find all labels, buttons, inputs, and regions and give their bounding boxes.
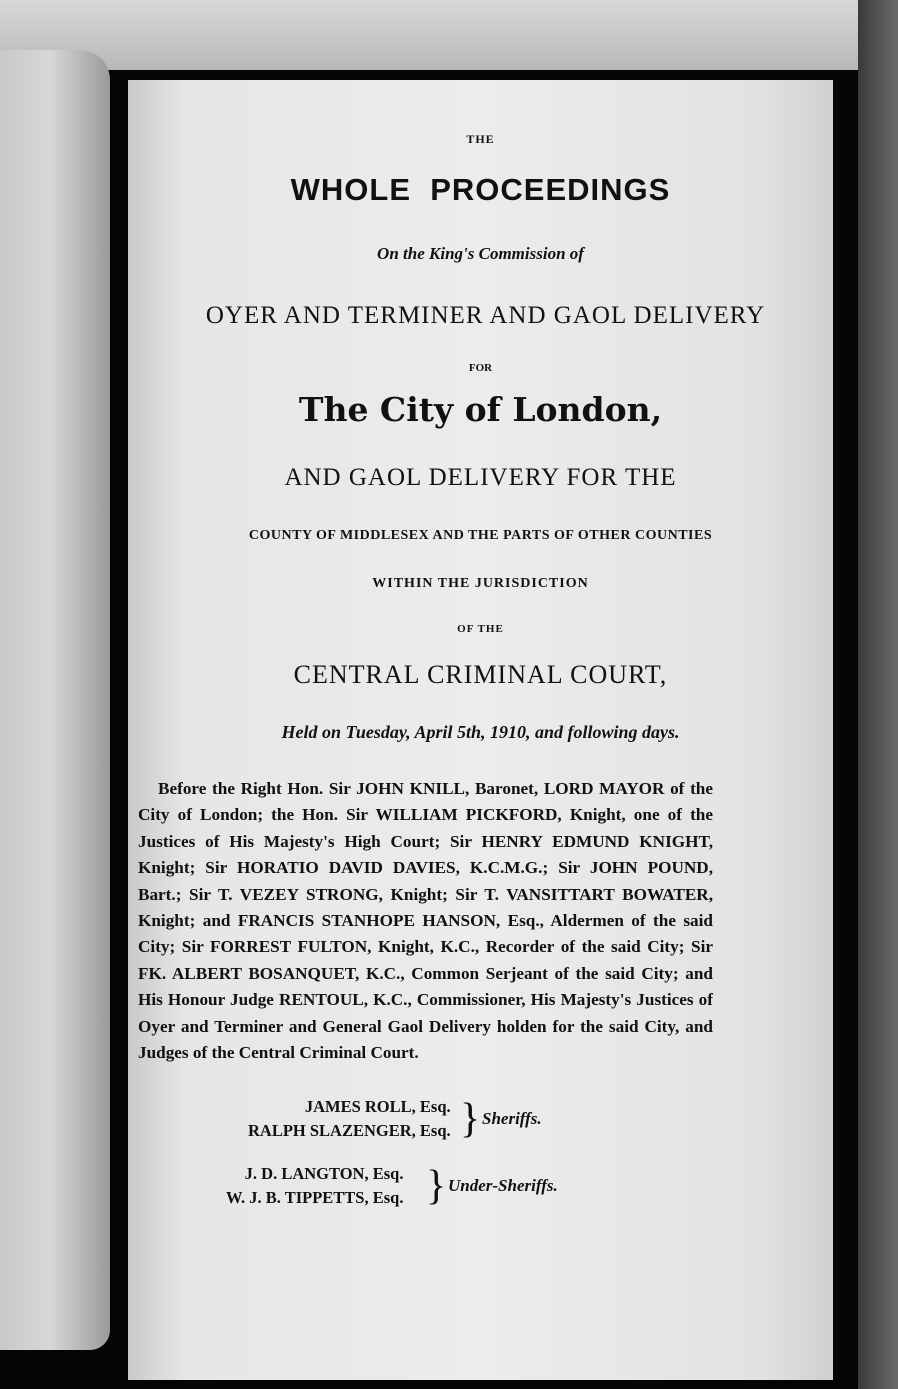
for-line: FOR: [468, 362, 493, 374]
gaol-delivery-line: AND GAOL DELIVERY FOR THE: [284, 464, 677, 491]
under-sheriffs-role: Under-Sheriffs.: [448, 1176, 558, 1195]
right-brace-icon: }: [460, 1096, 481, 1142]
oyer-terminer-line: OYER AND TERMINER AND GAOL DELIVERY: [205, 302, 766, 329]
title-page: [128, 80, 833, 1380]
sheriffs-block: [248, 1095, 542, 1143]
under-sheriff-names: [226, 1162, 403, 1210]
county-line: COUNTY OF MIDDLESEX AND THE PARTS OF OTHER COUNTIES: [248, 528, 713, 543]
city-of-london-line: The City of London,: [298, 390, 663, 429]
under-sheriffs-block: [226, 1162, 558, 1210]
title-headline: WHOLE PROCEEDINGS: [290, 172, 671, 207]
background-top: [0, 0, 898, 70]
jurisdiction-line: WITHIN THE JURISDICTION: [372, 576, 589, 591]
judges-paragraph: Before the Right Hon. Sir JOHN KNILL, Baronet, LORD MAYOR of the City of London; the Hon. Sir WILLIAM PICKFORD, Knight, one of the Justices of His Majesty's High Court; Sir HENRY EDMUND KNIGHT, Knight; Sir HORATIO DAVID DAVIES, K.C.M.G.; Sir JOHN POUND, Bart.; Sir T. VEZEY STRONG, Knight; Sir T. VANSITTART BOWATER, Knight; and FRANCIS STANHOPE HANSON, Esq., Aldermen of the said City; Sir FORREST FULTON, Knight, K.C., Recorder of the said City; Sir FK. ALBERT BOSANQUET, K.C., Common Serjeant of the said City; and His Honour Judge RENTOUL, K.C., Commissioner, His Majesty's Justices of Oyer and Terminer and General Gaol Delivery holden for the said City, and Judges of the Central Criminal Court.: [138, 779, 713, 1063]
under-sheriff-name: W. J. B. TIPPETTS, Esq.: [226, 1188, 404, 1207]
under-sheriff-name: J. D. LANGTON, Esq.: [244, 1164, 404, 1183]
of-the-line: OF THE: [457, 623, 504, 635]
court-name: CENTRAL CRIMINAL COURT,: [293, 660, 668, 689]
right-brace-icon: }: [426, 1163, 447, 1209]
sheriff-names: [248, 1095, 451, 1143]
commission-line: On the King's Commission of: [377, 244, 584, 263]
sheriff-name: RALPH SLAZENGER, Esq.: [248, 1121, 451, 1140]
left-facing-page: [0, 50, 110, 1350]
sheriff-name: JAMES ROLL, Esq.: [304, 1097, 451, 1116]
sheriffs-role: Sheriffs.: [482, 1109, 542, 1128]
title-the: THE: [466, 132, 495, 146]
held-date-line: Held on Tuesday, April 5th, 1910, and following days.: [281, 722, 680, 742]
background-right: [858, 0, 898, 1389]
